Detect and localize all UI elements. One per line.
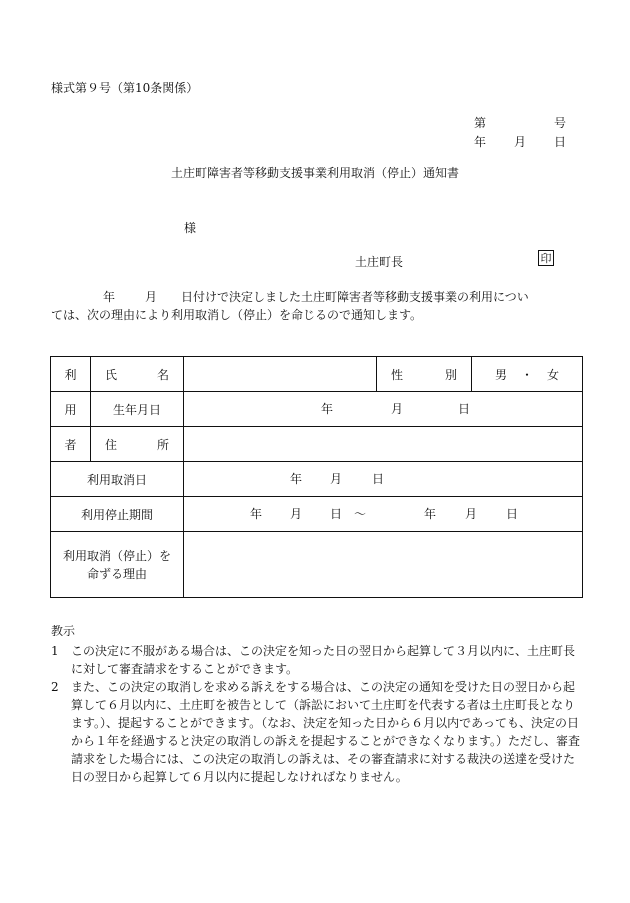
instruction-item: 1 この決定に不服がある場合は、この決定を知った日の翌日から起算して３月以内に、土庄町長に対して審査請求をすることができます。 (51, 644, 576, 676)
name-field[interactable] (184, 357, 377, 392)
instruction-item: 2 また、この決定の取消しを求める訴えをする場合は、この決定の通知を受けた日の翌日から起算して６月以内に、土庄町を被告として（訴訟において土庄町を代表する者は土庄町長となります。）、提起することができます。（なお、決定を知った日から６月以内であっても、決定の日から１年を経過すると決定の取消しの訴えを提起することができなくなります。）ただし、審査請求をした場合には、この決定の取消しの訴えは、その審査請求に対する裁決の送達を受けた日の翌日から起算して６月以内に提起しなければなりません。 (51, 680, 581, 784)
user-info-table (50, 356, 583, 598)
group-label-char-1: 利 (51, 357, 91, 392)
address-label: 住 所 (91, 427, 184, 462)
intro-line-2: ては、次の理由により利用取消し（停止）を命じるので通知します。 (51, 308, 423, 322)
gender-label: 性 別 (377, 357, 472, 392)
date-day: 日 (553, 135, 566, 149)
intro-paragraph (51, 288, 581, 324)
cancel-date-field[interactable]: 年 月 日 (184, 462, 583, 497)
seal-mark: 印 (538, 250, 554, 266)
issuer-name: 土庄町長 (355, 255, 404, 269)
document-date (474, 133, 566, 150)
gender-options[interactable]: 男 ・ 女 (472, 357, 583, 392)
reason-label: 利用取消（停止）を 命ずる理由 (51, 532, 184, 598)
suspend-period-label: 利用停止期間 (51, 497, 184, 532)
suspend-period-field[interactable]: 年 月 日 ～ 年 月 日 (184, 497, 583, 532)
address-field[interactable] (184, 427, 583, 462)
name-label: 氏 名 (91, 357, 184, 392)
addressee-honorific: 様 (184, 221, 197, 235)
birth-date-field[interactable]: 年 月 日 (184, 392, 583, 427)
instructions-section (51, 622, 583, 786)
cancel-date-label: 利用取消日 (51, 462, 184, 497)
reason-field[interactable] (184, 532, 583, 598)
group-label-char-3: 者 (51, 427, 91, 462)
document-title: 土庄町障害者等移動支援事業利用取消（停止）通知書 (170, 166, 459, 180)
birth-label: 生年月日 (91, 392, 184, 427)
doc-no-suffix: 号 (553, 116, 566, 130)
date-year: 年 (474, 135, 487, 149)
document-number (474, 114, 566, 131)
intro-line-1: 年 月 日付けで決定しました土庄町障害者等移動支援事業の利用につい (103, 290, 529, 304)
group-label-char-2: 用 (51, 392, 91, 427)
date-month: 月 (513, 135, 526, 149)
form-number: 様式第９号（第10条関係） (51, 81, 199, 95)
doc-no-prefix: 第 (474, 116, 487, 130)
instructions-heading: 教示 (51, 624, 76, 638)
